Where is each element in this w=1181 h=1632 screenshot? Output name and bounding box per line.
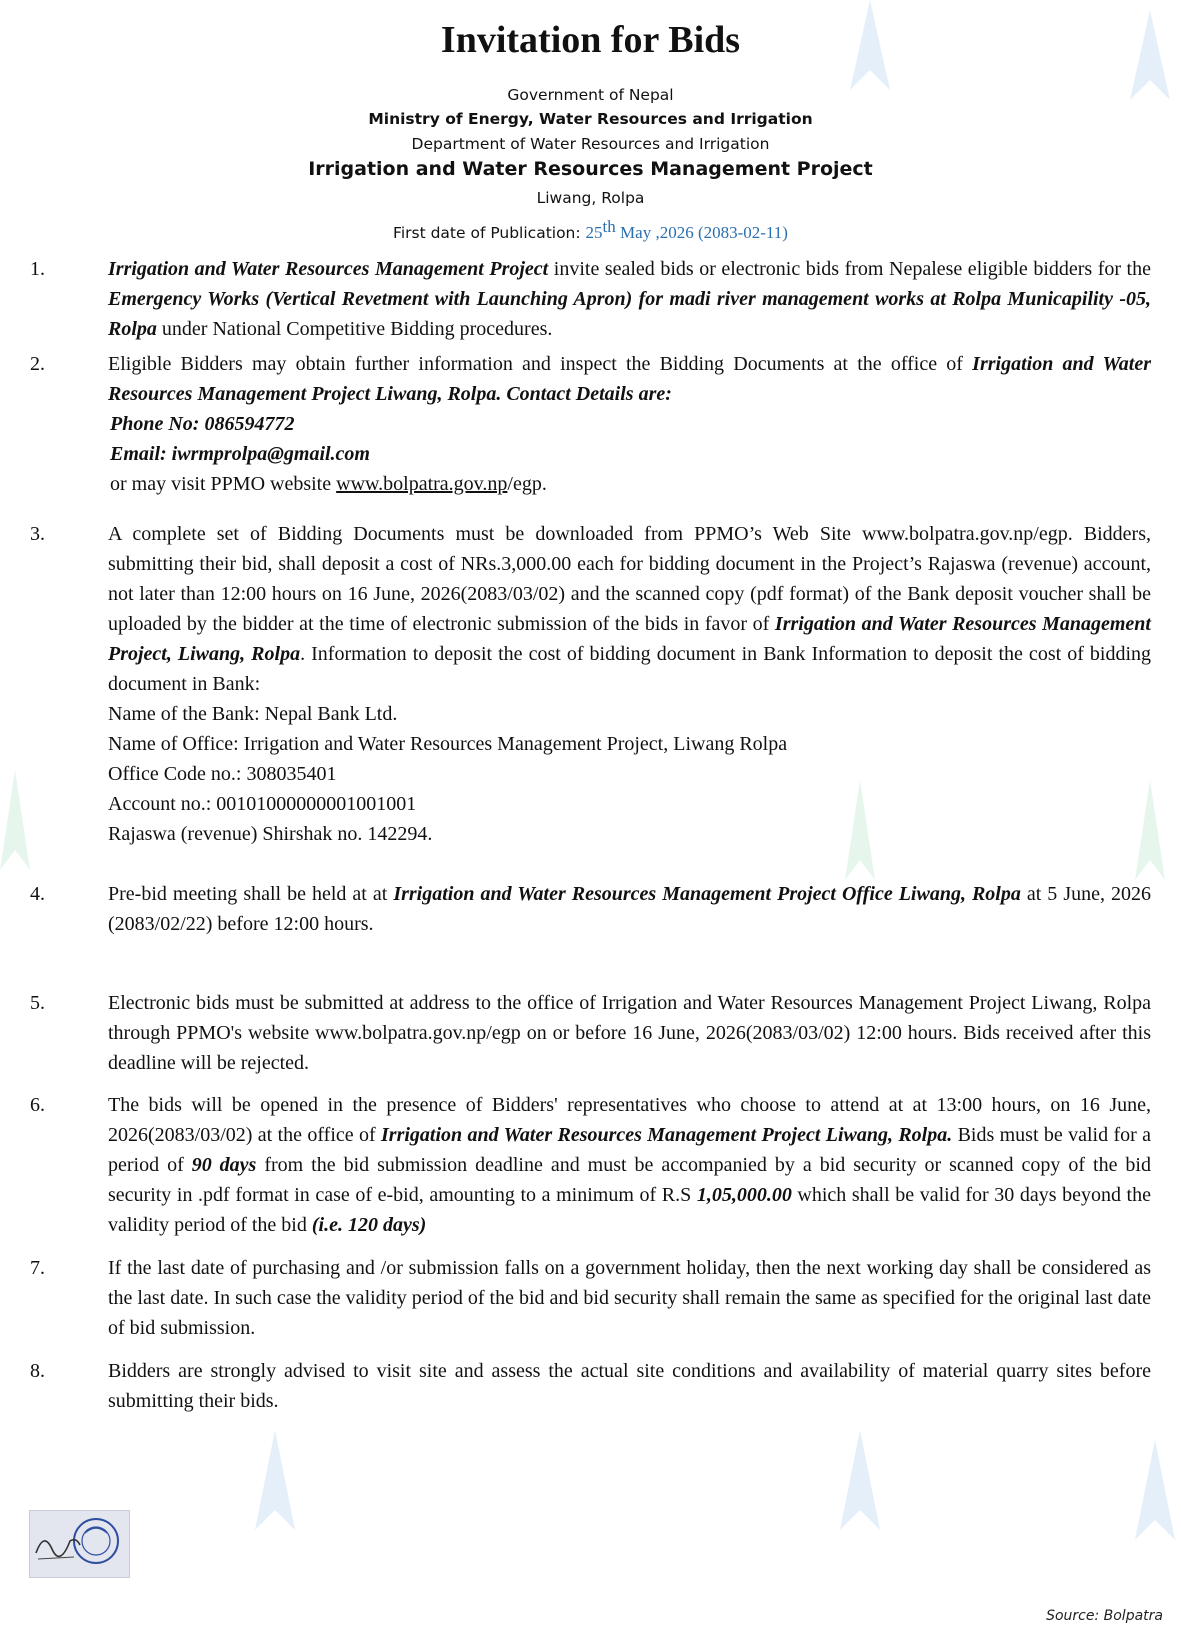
- phone-number: Phone No: 086594772: [110, 413, 295, 435]
- publication-date-suffix: th: [602, 217, 616, 236]
- item-number: 3.: [30, 523, 45, 545]
- watermark-arrow-icon: [1135, 1440, 1175, 1540]
- item-text-part: /egp.: [507, 473, 547, 495]
- item-number: 2.: [30, 353, 45, 375]
- list-item-4: [30, 879, 1151, 939]
- item-text-part: or may visit PPMO website: [110, 473, 337, 495]
- publication-date: [0, 217, 1181, 243]
- ppmo-website-link[interactable]: www.bolpatra.gov.np: [336, 473, 508, 495]
- watermark-arrow-icon: [840, 1430, 880, 1530]
- item-text-part: which shall be valid for 30 days beyond the validity period of the bid: [108, 1184, 1151, 1236]
- list-item-6: [30, 1090, 1151, 1240]
- bank-name: Name of the Bank: Nepal Bank Ltd.: [108, 703, 398, 725]
- project-name: Irrigation and Water Resources Management Project Liwang, Rolpa.: [381, 1124, 953, 1146]
- list-item-1: [30, 254, 1151, 344]
- item-text-part: The bids will be opened in the presence of Bidders' representatives who choose to attend at at 13:00 hours, on 16 June, 2026(2083/03/02) at the office of: [108, 1094, 1151, 1146]
- item-number: 4.: [30, 883, 45, 905]
- item-number: 8.: [30, 1360, 45, 1382]
- watermark-arrow-icon: [0, 770, 30, 870]
- project-office-name: Irrigation and Water Resources Management Project Office Liwang, Rolpa: [393, 883, 1021, 905]
- security-validity: (i.e. 120 days): [311, 1214, 427, 1236]
- account-number: Account no.: 00101000000001001001: [108, 793, 417, 815]
- list-item-5: [30, 988, 1151, 1078]
- publication-date-value: May ,2026 (2083-02-11): [615, 223, 788, 243]
- header-location: Liwang, Rolpa: [536, 189, 645, 207]
- email-address: Email: iwrmprolpa@gmail.com: [110, 443, 370, 465]
- office-name: Name of Office: Irrigation and Water Resources Management Project, Liwang Rolpa: [108, 733, 788, 755]
- item-text: Electronic bids must be submitted at address to the office of Irrigation and Water Resources Management Project Liwang, Rolpa through PPMO's website www.bolpatra.gov.np/egp on or before 16 June, 2026(2083/03/02) 12:00 hours. Bids received after this deadline will be rejected.: [108, 992, 1151, 1074]
- header-department: Department of Water Resources and Irrigation: [411, 135, 770, 153]
- header-government: Government of Nepal: [507, 86, 674, 104]
- item-text-part: from the bid submission deadline and must be accompanied by a bid security or scanned copy of the bid security in .pdf format in case of e-bid, amounting to a minimum of R.S: [108, 1154, 1151, 1206]
- rajaswa-shirshak: Rajaswa (revenue) Shirshak no. 142294.: [108, 823, 433, 845]
- publication-date-day: 25: [585, 223, 603, 243]
- project-name: Irrigation and Water Resources Management Project Liwang, Rolpa. Contact Details are:: [108, 353, 1151, 405]
- item-number: 7.: [30, 1257, 45, 1279]
- header-project: Irrigation and Water Resources Management Project: [308, 158, 873, 180]
- header-ministry: Ministry of Energy, Water Resources and Irrigation: [368, 110, 813, 128]
- item-text-part: under National Competitive Bidding procedures.: [156, 318, 553, 340]
- project-name: Irrigation and Water Resources Management Project: [108, 258, 549, 280]
- item-number: 6.: [30, 1094, 45, 1116]
- item-text-part: Eligible Bidders may obtain further information and inspect the Bidding Documents at the office of: [108, 353, 973, 375]
- item-text: [108, 879, 1151, 939]
- list-item-7: [30, 1253, 1151, 1343]
- page-title: Invitation for Bids: [440, 19, 741, 61]
- list-item-8: [30, 1356, 1151, 1416]
- publication-date-label: First date of Publication:: [393, 224, 586, 243]
- item-number: 5.: [30, 992, 45, 1014]
- official-seal-stamp: [29, 1510, 130, 1578]
- bid-security-amount: 1,05,000.00: [696, 1184, 792, 1206]
- item-text-part: invite sealed bids or electronic bids from Nepalese eligible bidders for the: [548, 258, 1151, 280]
- works-name: Emergency Works (Vertical Revetment with Launching Apron) for madi river management works at Rolpa Municapility -05, Rolpa: [108, 288, 1151, 340]
- item-text-part: A complete set of Bidding Documents must be downloaded from PPMO’s Web Site www.bolpatra.gov.np/egp. Bidders, submitting their bid, shall deposit a cost of NRs.3,000.00 each for bidding document in the Project’s Rajaswa (revenue) account, not later than 12:00 hours on 16 June, 2026(2083/03/02) and the scanned copy (pdf format) of the Bank deposit voucher shall be uploaded by the bidder at the time of electronic submission of the bids in favor of: [108, 523, 1151, 635]
- office-code: Office Code no.: 308035401: [108, 763, 337, 785]
- validity-period: 90 days: [191, 1154, 257, 1176]
- item-text-part: Bids must be valid for a period of: [108, 1124, 1151, 1176]
- list-item-2: [30, 349, 1151, 499]
- item-text-part: Pre-bid meeting shall be held at at: [108, 883, 394, 905]
- item-text: [108, 1090, 1151, 1240]
- item-number: 1.: [30, 258, 45, 280]
- item-text: [108, 349, 1151, 499]
- project-name: Irrigation and Water Resources Management Project, Liwang, Rolpa: [108, 613, 1151, 665]
- item-text: If the last date of purchasing and /or submission falls on a government holiday, then the next working day shall be considered as the last date. In such case the validity period of the bid and bid security shall remain the same as specified for the original last date of bid submission.: [108, 1257, 1151, 1339]
- list-item-3: [30, 519, 1151, 849]
- item-text: Bidders are strongly advised to visit site and assess the actual site conditions and availability of material quarry sites before submitting their bids.: [108, 1360, 1151, 1412]
- item-text-part: . Information to deposit the cost of bidding document in Bank Information to deposit the cost of bidding document in Bank:: [108, 643, 1152, 695]
- item-text: [108, 254, 1151, 344]
- source-credit: Source: Bolpatra: [1046, 1608, 1163, 1624]
- item-text-part: at 5 June, 2026 (2083/02/22) before 12:00 hours.: [108, 883, 1151, 935]
- watermark-arrow-icon: [255, 1430, 295, 1530]
- item-text: [108, 519, 1151, 849]
